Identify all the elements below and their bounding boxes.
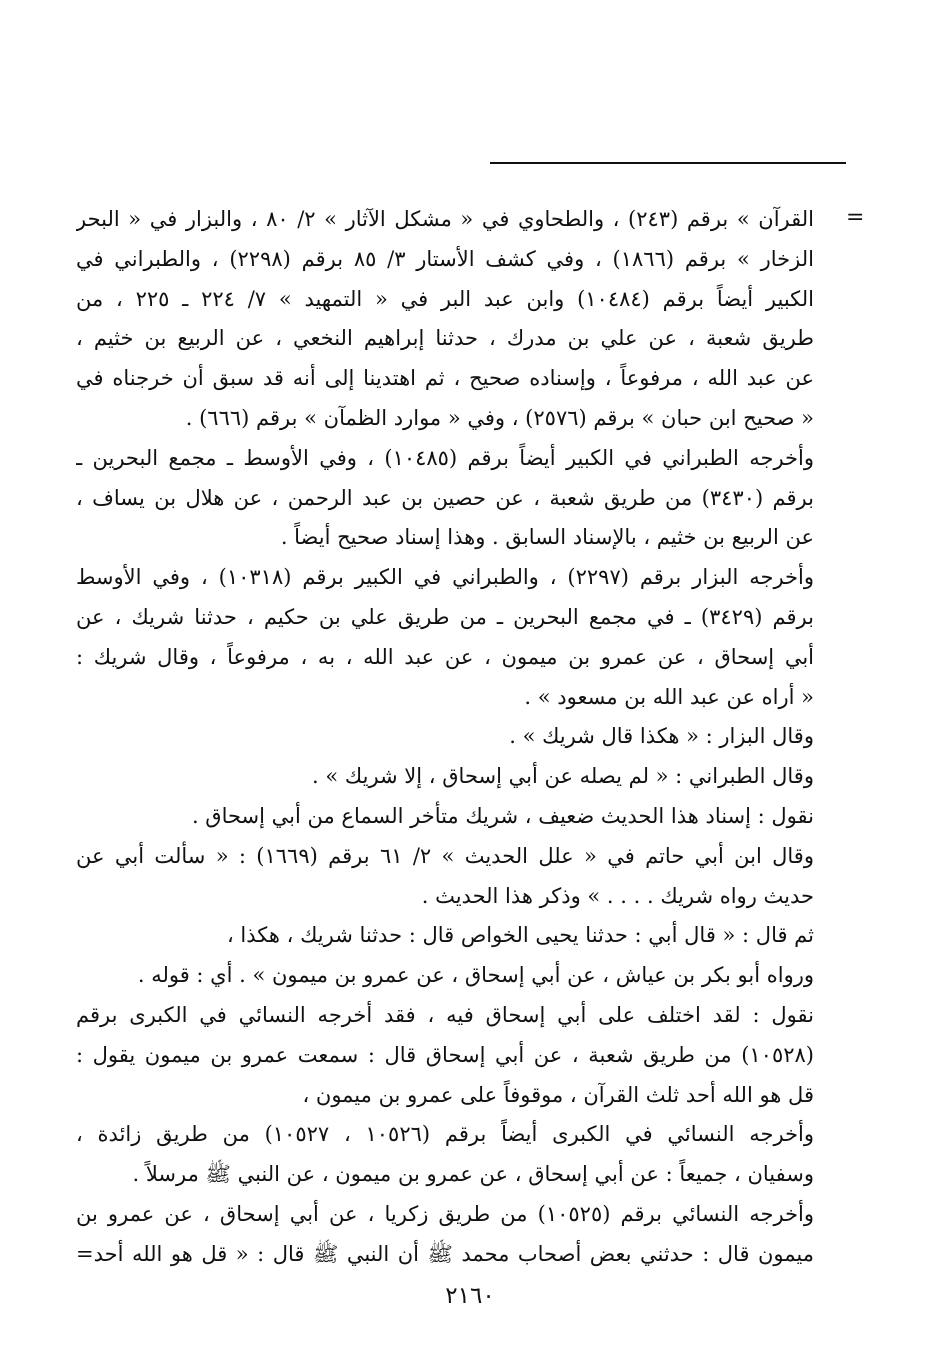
text-line: ثم قال : « قال أبي : حدثنا يحيى الخواص قال : حدثنا شريك ، هكذا ، [226,923,814,948]
text-line: وأخرجه البزار برقم (٢٢٩٧) ، والطبراني في الكبير برقم (١٠٣١٨) ، وفي الأوسط [76,565,814,590]
text-line: برقم (٣٤٣٠) من طريق شعبة ، عن حصين بن عبد الرحمن ، عن هلال بن يساف ، [76,485,814,510]
text-line: وأخرجه الطبراني في الكبير أيضاً برقم (١٠٤٨٥) ، وفي الأوسط ـ مجمع البحرين ـ [76,445,814,470]
text-line: قل هو الله أحد ثلث القرآن ، موقوفاً على عمرو بن ميمون ، [302,1082,814,1107]
text-line: الزخار » برقم (١٨٦٦) ، وفي كشف الأستار ٣/ ٨٥ برقم (٢٢٩٨) ، والطبراني في [76,246,814,271]
text-line: « أراه عن عبد الله بن مسعود » . [524,684,814,709]
text-line: ورواه أبو بكر بن عياش ، عن أبي إسحاق ، عن عمرو بن ميمون » . أي : قوله . [137,963,814,988]
text-line: الكبير أيضاً برقم (١٠٤٨٤) وابن عبد البر في « التمهيد » ٧/ ٢٢٤ ـ ٢٢٥ ، من [76,286,814,311]
text-line: « صحيح ابن حبان » برقم (٢٥٧٦) ، وفي « موارد الظمآن » برقم (٦٦٦) . [185,405,814,430]
text-line: حديث رواه شريك . . . . » وذكر هذا الحديث . [421,883,814,908]
page-number: ٢١٦٠ [445,1283,495,1309]
text-line: وقال ابن أبي حاتم في « علل الحديث » ٢/ ٦١ برقم (١٦٦٩) : « سألت أبي عن [76,843,814,868]
text-line: ميمون قال : حدثني بعض أصحاب محمد ﷺ أن النبي ﷺ قال : « قل هو الله أحد= [76,1241,814,1266]
text-line: وسفيان ، جميعاً : عن أبي إسحاق ، عن عمرو بن ميمون ، عن النبي ﷺ مرسلاً . [132,1162,814,1187]
text-line: القرآن » برقم (٢٤٣) ، والطحاوي في « مشكل الآثار » ٢/ ٨٠ ، والبزار في « البحر [76,207,814,231]
footnote-separator-rule [490,162,846,164]
text-line: وقال الطبراني : « لم يصله عن أبي إسحاق ، إلا شريك » . [312,764,814,789]
text-line: نقول : إسناد هذا الحديث ضعيف ، شريك متأخر السماع من أبي إسحاق . [191,803,814,828]
text-line: نقول : لقد اختلف على أبي إسحاق فيه ، فقد أخرجه النسائي في الكبرى برقم [76,1002,814,1027]
text-line: عن عبد الله ، مرفوعاً ، وإسناده صحيح ، ثم اهتدينا إلى أنه قد سبق أن خرجناه في [76,366,814,391]
text-line: أبي إسحاق ، عن عمرو بن ميمون ، عن عبد الله ، به ، مرفوعاً ، وقال شريك : [76,644,814,669]
text-line: (١٠٥٢٨) من طريق شعبة ، عن أبي إسحاق قال : سمعت عمرو بن ميمون يقول : [76,1042,814,1067]
footnote-text-block [76,200,814,1275]
text-line: وقال البزار : « هكذا قال شريك » . [509,724,814,749]
continuation-mark: = [846,205,865,230]
text-line: وأخرجه النسائي في الكبرى أيضاً برقم (١٠٥٢٦ ، ١٠٥٢٧) من طريق زائدة ، [76,1122,814,1147]
text-line: برقم (٣٤٢٩) ـ في مجمع البحرين ـ من طريق علي بن حكيم ، حدثنا شريك ، عن [76,604,814,629]
text-line: عن الربيع بن خثيم ، بالإسناد السابق . وهذا إسناد صحيح أيضاً . [280,525,814,550]
text-line: طريق شعبة ، عن علي بن مدرك ، حدثنا إبراهيم النخعي ، عن الربيع بن خثيم ، [76,326,814,351]
text-line: وأخرجه النسائي برقم (١٠٥٢٥) من طريق زكريا ، عن أبي إسحاق ، عن عمرو بن [76,1201,814,1226]
